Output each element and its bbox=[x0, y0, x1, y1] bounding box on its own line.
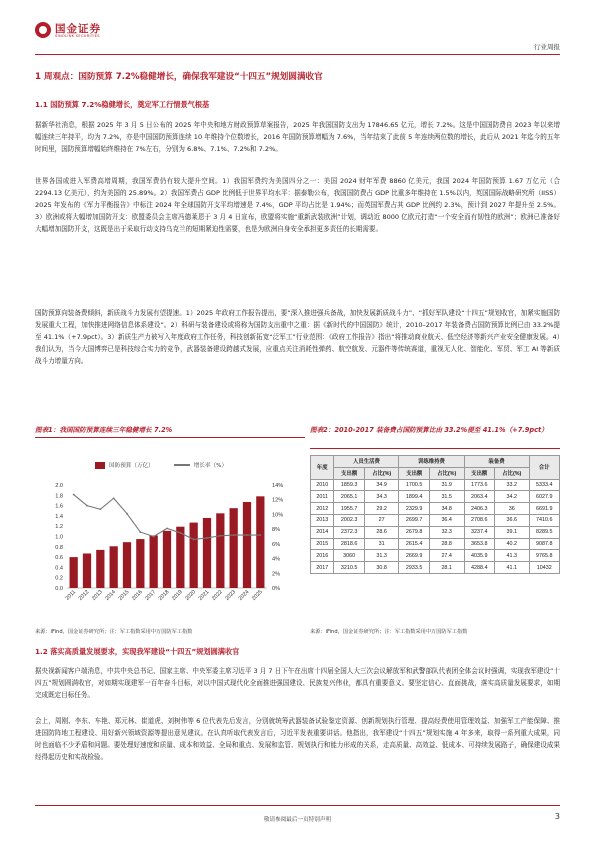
x-tick-label: 2016 bbox=[131, 589, 144, 602]
y-right-tick-label: 2% bbox=[272, 571, 281, 578]
y-left-tick-label: 0.2 bbox=[55, 575, 63, 582]
table-cell-year: 2014 bbox=[311, 526, 334, 538]
paragraph-delegates: 会上，周刚、李东、车艳、郑元林、崔道虎、刘树伟等 6 位代表先后发言，分别就统筹武器装备试验鉴定资源、创新规划执行管理、提高经费使用管理效益、加强军工产能保障、推进国防阵地工程建设、用好新兴领域资源等提出意见建议。在认真听取代表发言后，习近平发表重要讲话。他指出，我军建设“十四五”规划实施 4 年多来，取得一系列重大成果，同时也面临不少矛盾和问题。要处理好速度和质量、成本和效益、全局和重点、发展和监管、规划执行和能力形成的关系，走高质量、高效益、低成本、可持续发展路子，确保建设成果经得起历史和实战检验。 bbox=[35, 717, 560, 761]
x-tick-label: 2018 bbox=[157, 589, 171, 602]
x-tick-label: 2022 bbox=[211, 589, 224, 602]
growth-point-2024 bbox=[246, 534, 248, 536]
x-tick-label: 2024 bbox=[237, 589, 251, 602]
table-cell-e: 3237.4 bbox=[464, 526, 494, 538]
table-cell-tr: 36.4 bbox=[429, 514, 464, 526]
table-cell-tr: 34.8 bbox=[429, 503, 464, 515]
table-cell-total: 6027.9 bbox=[529, 491, 559, 503]
bar-2024 bbox=[243, 502, 251, 588]
table-row bbox=[311, 479, 560, 491]
table-cell-p: 2065.1 bbox=[334, 491, 364, 503]
budget-breakdown-table-wrap bbox=[310, 455, 560, 574]
figure1-source: 来源：iFind，国金证券研究所；注：军工指数采用中万国防军工指数 bbox=[35, 629, 193, 635]
legend-line-swatch bbox=[174, 464, 190, 465]
bar-2018 bbox=[163, 531, 171, 588]
page-number: 3 bbox=[554, 812, 560, 821]
table-cell-tr: 31.5 bbox=[429, 491, 464, 503]
bar-2013 bbox=[96, 550, 104, 588]
table-cell-tr: 27.4 bbox=[429, 550, 464, 562]
table-cell-er: 40.2 bbox=[494, 538, 529, 550]
y-right-tick-label: 6% bbox=[272, 541, 281, 548]
table-body bbox=[311, 479, 560, 573]
header-year: 年度 bbox=[311, 456, 334, 480]
y-right-tick-label: 4% bbox=[272, 556, 281, 563]
bar-2021 bbox=[203, 518, 211, 588]
table-cell-pr: 28.6 bbox=[364, 526, 399, 538]
table-cell-pr: 29.2 bbox=[364, 503, 399, 515]
table-cell-t: 2669.9 bbox=[399, 550, 429, 562]
chart-legend bbox=[95, 461, 227, 469]
y-right-tick-label: 14% bbox=[272, 483, 284, 489]
y-right-tick-label: 8% bbox=[272, 527, 281, 534]
y-left-tick-label: 1.4 bbox=[55, 513, 63, 520]
table-cell-pr: 34.9 bbox=[364, 479, 399, 491]
growth-point-2020 bbox=[193, 539, 195, 541]
defense-budget-chart bbox=[35, 455, 305, 620]
page-header bbox=[35, 20, 560, 51]
section-heading: 1 周观点：国防预算 7.2%稳健增长，确保我军建设“十四五”规划圆满收官 bbox=[35, 72, 323, 82]
x-tick-label: 2015 bbox=[117, 589, 131, 602]
legend-item-growth bbox=[174, 461, 227, 469]
y-right-tick-label: 0% bbox=[272, 586, 281, 592]
table-header-row bbox=[311, 456, 560, 468]
x-tick-label: 2011 bbox=[64, 589, 78, 602]
growth-point-2019 bbox=[179, 532, 181, 534]
table-cell-tr: 28.8 bbox=[429, 538, 464, 550]
subheader-amount: 支出额 bbox=[464, 467, 494, 479]
table-cell-p: 3210.5 bbox=[334, 562, 364, 574]
subsection-heading-2: 1.2 落实高质量发展要求，实现我军建设“十四五”规划圆满收官 bbox=[35, 647, 240, 656]
table-cell-year: 2012 bbox=[311, 503, 334, 515]
table-cell-e: 2406.3 bbox=[464, 503, 494, 515]
bar-2019 bbox=[176, 527, 184, 588]
table-row bbox=[311, 538, 560, 550]
y-right-tick-label: 12% bbox=[272, 497, 284, 504]
bar-2022 bbox=[216, 513, 224, 588]
figure1-title: 图表1：我国国防预算连续三年稳健增长 7.2% bbox=[35, 426, 173, 434]
growth-point-2011 bbox=[73, 494, 75, 496]
growth-point-2014 bbox=[113, 497, 115, 499]
logo-icon bbox=[35, 22, 51, 38]
bar-2015 bbox=[123, 542, 131, 588]
header-personnel: 人员生活费 bbox=[334, 456, 399, 468]
footer-disclaimer: 敬请参阅最后一页特别声明 bbox=[263, 817, 332, 823]
header-divider bbox=[35, 54, 560, 55]
figure2-title-rule bbox=[310, 448, 560, 449]
table-cell-pr: 31.3 bbox=[364, 550, 399, 562]
table-cell-er: 34.2 bbox=[494, 491, 529, 503]
table-cell-e: 3653.8 bbox=[464, 538, 494, 550]
table-cell-t: 2679.8 bbox=[399, 526, 429, 538]
bar-2025 bbox=[256, 496, 264, 588]
table-cell-t: 2933.5 bbox=[399, 562, 429, 574]
table-cell-p: 2818.6 bbox=[334, 538, 364, 550]
subheader-ratio: 占比(%) bbox=[494, 467, 529, 479]
table-row bbox=[311, 526, 560, 538]
table-cell-er: 36.6 bbox=[494, 514, 529, 526]
table-row bbox=[311, 550, 560, 562]
x-tick-label: 2021 bbox=[197, 589, 211, 602]
table-cell-year: 2010 bbox=[311, 479, 334, 491]
subheader-amount: 支出额 bbox=[399, 467, 429, 479]
x-tick-label: 2025 bbox=[251, 589, 264, 602]
figure2-source: 来源：iFind，国金证券研究所；注：军工指数采用中万国防军工指数 bbox=[310, 629, 468, 635]
y-left-tick-label: 1.0 bbox=[55, 534, 63, 541]
table-cell-er: 33.2 bbox=[494, 479, 529, 491]
growth-point-2015 bbox=[126, 513, 128, 515]
bar-2023 bbox=[230, 508, 238, 588]
chart-svg bbox=[35, 455, 305, 620]
table-cell-p: 1859.3 bbox=[334, 479, 364, 491]
header-total: 合计 bbox=[529, 456, 559, 480]
bar-2016 bbox=[136, 539, 144, 588]
x-tick-label: 2013 bbox=[91, 589, 104, 602]
table-row bbox=[311, 491, 560, 503]
table-cell-year: 2016 bbox=[311, 550, 334, 562]
logo-text: 国金证券 bbox=[55, 23, 101, 35]
paragraph-budget: 据新华社消息，根据 2025 年 3 月 5 日公布的 2025 年中央和地方财政预算草案报告，2025 年我国国防支出为 17846.65 亿元，增长 7.2%。这是中国国防费自 2023 年以来增幅连续三年持平，均为 7.2%，亦是中国国防预算连续 10 年维持个位数增长，2016 年国防预算增幅为 7.6%，当年结束了此前 5 年连续两位数的增长，此后从 2021 年迄今的五年时间里，国防预算增幅始终维持在 7%左右，分别为 6.8%、7.1%、7.2%和 7.2%。 bbox=[35, 121, 560, 153]
paragraph-equipment: 国防预算向装备费倾斜，新质战斗力发展有望提速。1）2025 年政府工作报告提出，要“深入推进强兵备战，加快发展新质战斗力”、“抓好军队建设“十四五”规划收官，加紧实施国防发展重大工程，加快推进网络信息体系建设”。2）科研与装备建设或将称为国防支出重中之重：据《新时代的中国国防》统计，2010–2017 年装备费占国防预算比例已由 33.2%提至 41.1%（+7.9pct）。3）新质生产力被写入年度政府工作任务，科技创新拓宽“泛军工”行业范围：《政府工作报告》指出“将推动商业航天、低空经济等新兴产业安全健康发展。4）我们认为，当今大国博弈已是科技综合实力的竞争，武器装备建设跨越式发展，应重点关注消耗性弹药、航空航发、元器件等传统赛道，重视无人化、智能化、军贸、军工 AI 等新质战斗力增量方向。 bbox=[35, 309, 560, 365]
subheader-ratio: 占比(%) bbox=[364, 467, 399, 479]
figure2-title: 图表2：2010-2017 装备费占国防预算比由 33.2%提至 41.1%（+7.9pct） bbox=[310, 426, 548, 434]
growth-point-2022 bbox=[219, 535, 221, 537]
table-cell-year: 2015 bbox=[311, 538, 334, 550]
table-cell-total: 10432 bbox=[529, 562, 559, 574]
table-cell-e: 2063.4 bbox=[464, 491, 494, 503]
y-left-tick-label: 0.8 bbox=[55, 544, 63, 551]
footer-divider bbox=[35, 805, 560, 806]
figure1-title-rule bbox=[35, 437, 305, 438]
growth-point-2025 bbox=[259, 534, 261, 536]
table-cell-er: 39.1 bbox=[494, 526, 529, 538]
table-cell-tr: 32.3 bbox=[429, 526, 464, 538]
table-cell-p: 2002.3 bbox=[334, 514, 364, 526]
table-cell-e: 1773.6 bbox=[464, 479, 494, 491]
legend-bar-swatch bbox=[95, 462, 105, 469]
legend-bar-label: 国防预算（万亿） bbox=[109, 463, 154, 469]
subheader-ratio: 占比(%) bbox=[429, 467, 464, 479]
table-cell-total: 9765.8 bbox=[529, 550, 559, 562]
growth-point-2013 bbox=[99, 508, 101, 510]
table-cell-t: 2699.7 bbox=[399, 514, 429, 526]
table-cell-year: 2011 bbox=[311, 491, 334, 503]
paragraph-spending-comparison: 世界各国或进入军费高增周期，我国军费仍有较大提升空间。1）我国军费约为美国四分之一：美国 2024 财年军费 8860 亿美元，我国 2024 年国防预算 1.67 万亿元（合 2294.13 亿美元），约为美国的 25.89%。2）我国军费占 GDP 比例低于世界平均水平：据泰勒公布，我国国防费占 GDP 比重多年维持在 1.5%以内，英国国际战略研究所（IISS）2025 年发布的《军力平衡报告》中标注 2024 年全球国防开支平均增速是 7.4%，GDP 平均占比是 1.94%；而英国军费占其 GDP 比例约 2.3%，预计到 2027 年提升至 2.5%。3）欧洲或将大幅增加国防开支：欧盟委员会主席冯德莱恩于 3 月 4 日宣布，欧盟将实施“重新武装欧洲”计划，调动近 8000 亿欧元打造“一个安全而有韧性的欧洲”；欧洲已准备好大幅增加国防开支，这既是出于采取行动支持乌克兰的短期紧迫性需要，也是为欧洲自身安全承担更多责任的长期需要。 bbox=[35, 177, 560, 233]
y-left-tick-label: 0.6 bbox=[55, 555, 63, 562]
table-row bbox=[311, 562, 560, 574]
table-row bbox=[311, 514, 560, 526]
table-cell-pr: 30.8 bbox=[364, 562, 399, 574]
growth-point-2017 bbox=[153, 536, 155, 538]
table-cell-pr: 31 bbox=[364, 538, 399, 550]
x-tick-label: 2019 bbox=[171, 589, 184, 602]
table-cell-year: 2017 bbox=[311, 562, 334, 574]
table-row bbox=[311, 503, 560, 515]
growth-point-2016 bbox=[139, 531, 141, 533]
table-cell-p: 1955.7 bbox=[334, 503, 364, 515]
table-cell-year: 2013 bbox=[311, 514, 334, 526]
table-cell-e: 2708.6 bbox=[464, 514, 494, 526]
y-left-tick-label: 1.2 bbox=[55, 524, 63, 531]
table-cell-pr: 34.3 bbox=[364, 491, 399, 503]
table-cell-total: 6691.9 bbox=[529, 503, 559, 515]
x-tick-label: 2012 bbox=[77, 589, 91, 602]
table-cell-e: 4035.9 bbox=[464, 550, 494, 562]
header-equipment: 装备费 bbox=[464, 456, 529, 468]
table-cell-er: 41.1 bbox=[494, 562, 529, 574]
table-cell-total: 9087.8 bbox=[529, 538, 559, 550]
growth-point-2023 bbox=[233, 534, 235, 536]
table-cell-t: 1899.4 bbox=[399, 491, 429, 503]
y-left-tick-label: 2.0 bbox=[55, 483, 63, 489]
y-left-tick-label: 1.6 bbox=[55, 503, 63, 510]
legend-item-budget bbox=[95, 461, 154, 469]
table-cell-e: 4288.4 bbox=[464, 562, 494, 574]
x-tick-label: 2014 bbox=[104, 589, 118, 602]
subheader-amount: 支出额 bbox=[334, 467, 364, 479]
report-type: 行业周报 bbox=[534, 43, 560, 51]
y-left-tick-label: 0.0 bbox=[55, 586, 63, 592]
subsection-heading-1: 1.1 国防预算 7.2%稳健增长，奠定军工行情景气根基 bbox=[35, 100, 210, 109]
bar-2017 bbox=[150, 535, 158, 588]
table-cell-er: 36 bbox=[494, 503, 529, 515]
legend-line-label: 增长率（%） bbox=[193, 463, 228, 469]
table-cell-total: 7410.6 bbox=[529, 514, 559, 526]
x-tick-label: 2017 bbox=[144, 589, 158, 602]
budget-breakdown-table bbox=[310, 455, 560, 574]
y-left-tick-label: 0.4 bbox=[55, 565, 63, 572]
y-left-tick-label: 1.8 bbox=[55, 493, 63, 500]
bar-2014 bbox=[110, 546, 118, 588]
logo-subtext: SINOLINK SECURITIES bbox=[55, 34, 100, 38]
table-cell-p: 3060 bbox=[334, 550, 364, 562]
growth-point-2018 bbox=[166, 528, 168, 530]
table-cell-total: 5333.4 bbox=[529, 479, 559, 491]
x-tick-label: 2020 bbox=[184, 589, 198, 602]
table-cell-pr: 27 bbox=[364, 514, 399, 526]
table-cell-t: 2329.9 bbox=[399, 503, 429, 515]
growth-point-2021 bbox=[206, 537, 208, 539]
table-cell-t: 2615.4 bbox=[399, 538, 429, 550]
table-cell-tr: 28.1 bbox=[429, 562, 464, 574]
bar-2011 bbox=[70, 557, 78, 588]
bar-2012 bbox=[83, 553, 91, 588]
table-cell-t: 1700.5 bbox=[399, 479, 429, 491]
table-subheader-row bbox=[311, 467, 560, 479]
x-tick-label: 2023 bbox=[224, 589, 238, 602]
table-cell-er: 41.3 bbox=[494, 550, 529, 562]
paragraph-xi-speech: 据央视新闻客户端消息，中共中央总书记、国家主席、中央军委主席习近平 3 月 7 日下午在出席十四届全国人大三次会议解放军和武警部队代表团全体会议时强调，实现我军建设“十四五”规划圆满收官，对如期实现建军一百年奋斗目标，对以中国式现代化全面推进强国建设、民族复兴伟业，都具有重要意义。要坚定信心、直面挑战，落实高质量发展要求，如期完成既定目标任务。 bbox=[35, 667, 560, 699]
y-right-tick-label: 10% bbox=[272, 512, 284, 519]
bar-2020 bbox=[190, 523, 198, 588]
table-cell-tr: 31.9 bbox=[429, 479, 464, 491]
table-cell-total: 8289.5 bbox=[529, 526, 559, 538]
table-cell-p: 2372.3 bbox=[334, 526, 364, 538]
growth-point-2012 bbox=[86, 505, 88, 507]
header-training: 训练维持费 bbox=[399, 456, 464, 468]
